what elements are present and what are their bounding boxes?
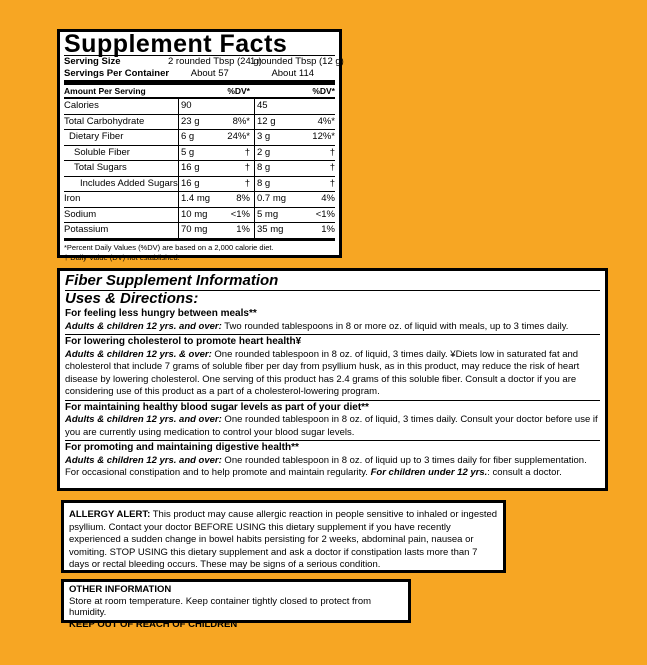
nutrient-label: Includes Added Sugars [80, 177, 178, 189]
direction-section [65, 334, 600, 399]
dv-header-1: %DV* [227, 86, 250, 96]
dv-2: 12%* [312, 131, 335, 142]
dv-1: 8% [236, 193, 250, 204]
amount-2: 8 g [254, 177, 302, 192]
dv-2: † [329, 162, 335, 173]
amount-1: 70 mg [178, 223, 214, 238]
amount-1: 16 g [178, 161, 214, 176]
amount-1: 90 [178, 99, 214, 114]
dv-2: † [329, 146, 335, 158]
section-heading: For maintaining healthy blood sugar levels as part of your diet** [65, 401, 369, 413]
facts-footnotes [64, 243, 335, 263]
footnote-dagger: † Daily Value (DV) not established. [64, 252, 180, 262]
nutrient-row [64, 192, 335, 208]
supplement-facts-panel [57, 29, 344, 262]
nutrient-row [64, 208, 335, 224]
section-text: Two rounded tablespoons in 8 or more oz. of liquid with meals, up to 3 times daily. [221, 320, 569, 332]
footnote-dv: *Percent Daily Values (%DV) are based on a 2,000 calorie diet. [64, 242, 274, 252]
section-text: One rounded tablespoon in 8 oz. of liquid, 3 times daily. Consult your doctor before use if you are currently using medication to control your blood sugar levels. [65, 414, 598, 438]
dv-1: 1% [236, 224, 250, 235]
section-heading: For feeling less hungry between meals** [65, 308, 257, 319]
uses-directions-title: Uses & Directions: [65, 290, 199, 307]
amount-header-row [64, 85, 335, 99]
amount-1: 23 g [178, 115, 214, 130]
dv-2: † [329, 177, 335, 189]
dv-2: 4% [321, 193, 335, 204]
amount-per-serving-label: Amount Per Serving [64, 86, 146, 96]
amount-2: 0.7 mg [254, 192, 302, 207]
section-heading: For lowering cholesterol to promote heart health¥ [65, 336, 302, 347]
nutrient-row [64, 177, 335, 193]
servings-2: About 114 [271, 68, 315, 79]
amount-2: 3 g [254, 130, 302, 145]
serving-size-1: 2 rounded Tbsp (24 g) [168, 56, 262, 67]
facts-title: Supplement Facts [64, 33, 335, 56]
allergy-text: This product may cause allergic reaction in people sensitive to inhaled or ingested psyllium. Contact your doctor BEFORE USING this dietary supplement if you have recently experienced a sudden change in bowel habits persisting for 2 weeks, abdominal pain, nausea or vomiting. STOP USING this dietary supplement and ask a doctor if constipation lasts more than 7 days or rectal bleeding occurs. These may be signs of a serious condition. [69, 509, 498, 570]
dv-2 [302, 99, 335, 114]
servings-label: Servings Per Container [64, 68, 170, 79]
nutrient-label: Sodium [64, 208, 97, 220]
fiber-info-title: Fiber Supplement Information [65, 271, 600, 291]
dv-header-2: %DV* [312, 86, 335, 96]
servings-1: About 57 [190, 68, 229, 79]
nutrient-row [64, 161, 335, 177]
amount-2: 12 g [254, 115, 302, 130]
amount-2: 8 g [254, 161, 302, 176]
dv-1 [214, 99, 250, 114]
section-tail-bold: For children under 12 yrs. [370, 467, 488, 478]
amount-1: 6 g [178, 130, 214, 145]
servings-row [64, 68, 335, 80]
serving-size-label: Serving Size [64, 56, 121, 67]
nutrient-label: Iron [64, 193, 81, 204]
direction-section [65, 400, 600, 440]
other-info-title: OTHER INFORMATION [69, 584, 172, 595]
dv-2: 1% [321, 224, 335, 235]
nutrient-label: Soluble Fiber [74, 146, 130, 158]
section-text: One rounded tablespoon in 8 oz. of liquid up to 3 times daily for fiber supplementation. For occasional constipation and to help promote and maintain regularity. [65, 454, 587, 478]
nutrient-label: Calories [64, 100, 99, 111]
dv-1: † [244, 146, 250, 158]
section-heading: For promoting and maintaining digestive health** [65, 442, 299, 453]
nutrient-row [64, 130, 335, 146]
allergy-label: ALLERGY ALERT: [69, 509, 151, 520]
nutrient-label: Dietary Fiber [69, 131, 124, 142]
fiber-info-panel [57, 268, 608, 491]
dv-2: 4%* [317, 115, 335, 127]
dv-1: 8%* [232, 115, 250, 127]
dv-2: <1% [315, 208, 335, 220]
direction-section [65, 308, 600, 333]
section-tail: : consult a doctor. [487, 467, 562, 478]
nutrient-label: Potassium [64, 224, 109, 235]
nutrient-row [64, 146, 335, 162]
nutrient-label: Total Sugars [74, 162, 127, 173]
serving-size-2: 1 rounded Tbsp (12 g) [250, 56, 344, 67]
serving-size-row [64, 56, 344, 68]
section-lead: Adults & children 12 yrs. and over: [65, 454, 222, 466]
amount-2: 35 mg [254, 223, 302, 238]
dv-1: † [244, 177, 250, 189]
section-text: One rounded tablespoon in 8 oz. of liquid, 3 times daily. ¥Diets low in saturated fat and cholesterol that include 7 grams of soluble fiber per day from psyllium husk, as in this product, may reduce the risk of heart disease by lowering cholesterol. One serving of this product has 2.4 grams of this soluble fiber. Consult a doctor if you are considering use of this product as a part of a cholesterol-lowering program. [65, 348, 580, 397]
nutrient-row [64, 223, 335, 241]
amount-2: 5 mg [254, 208, 302, 223]
section-lead: Adults & children 12 yrs. and over: [65, 414, 222, 425]
amount-1: 16 g [178, 177, 214, 192]
amount-2: 2 g [254, 146, 302, 161]
nutrient-row [64, 99, 335, 115]
direction-section [65, 440, 600, 480]
allergy-alert-panel [61, 500, 506, 573]
other-info-text: Store at room temperature. Keep container tightly closed to protect from humidity. [69, 595, 372, 618]
section-lead: Adults & children 12 yrs. and over: [65, 320, 222, 332]
dv-1: <1% [230, 208, 250, 220]
dv-1: † [244, 162, 250, 173]
amount-2: 45 [254, 99, 302, 114]
dv-1: 24%* [227, 131, 250, 142]
nutrient-row [64, 115, 335, 131]
amount-1: 5 g [178, 146, 214, 161]
nutrient-label: Total Carbohydrate [64, 115, 145, 127]
amount-1: 1.4 mg [178, 192, 214, 207]
other-info-panel [61, 579, 411, 630]
section-lead: Adults & children 12 yrs. & over: [65, 348, 212, 360]
amount-1: 10 mg [178, 208, 214, 223]
keep-out-warning: KEEP OUT OF REACH OF CHILDREN [69, 618, 238, 630]
